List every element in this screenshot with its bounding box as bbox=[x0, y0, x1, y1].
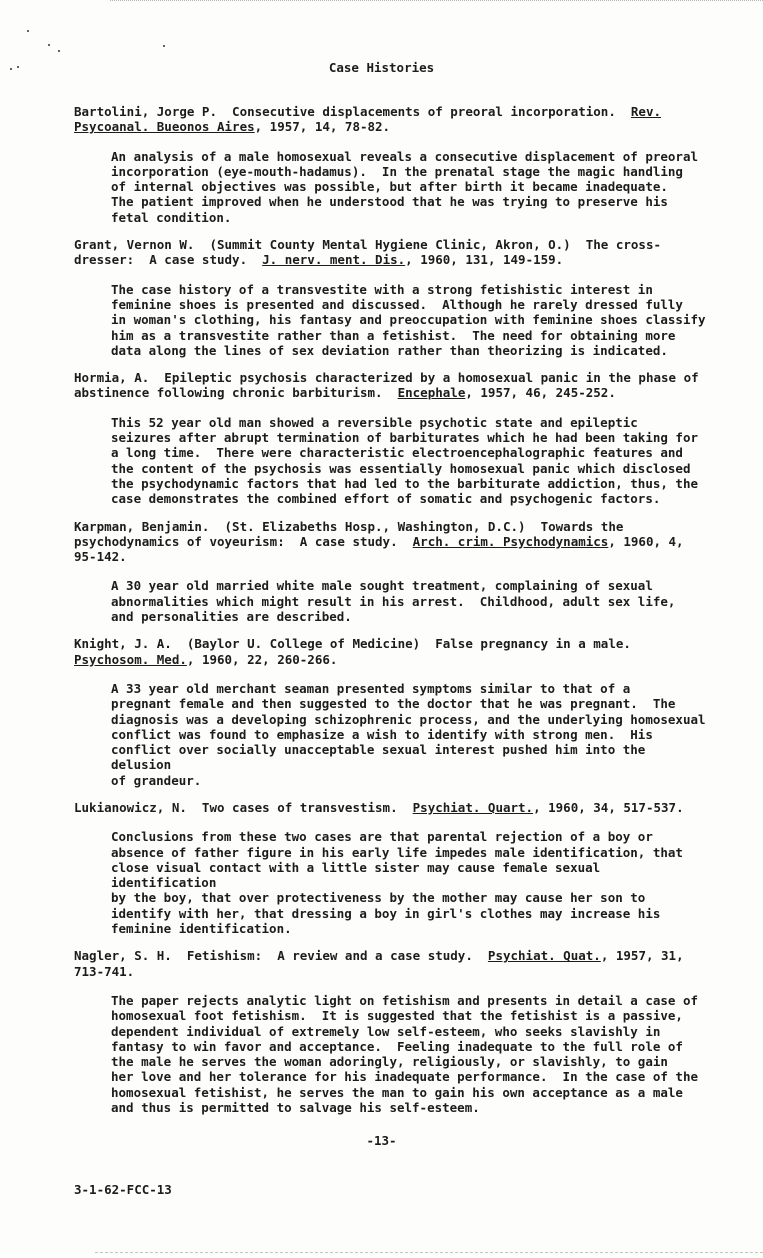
bibliography-entry bbox=[74, 948, 714, 1115]
citation bbox=[74, 948, 714, 979]
bibliography-entry bbox=[74, 104, 714, 225]
abstract: This 52 year old man showed a reversible psychotic state and epileptic seizures after abrupt termination of barbiturates which he had been taking for a long time. There were characteristic electroencephalographic features and the content of the psychosis was essentially homosexual panic which disclosed the psychodynamic factors that had led to the barbiturate addiction, thus, the case demonstrates the combined effort of somatic and psychogenic factors. bbox=[111, 414, 698, 507]
top-dotted-rule bbox=[110, 0, 763, 1]
abstract: A 30 year old married white male sought treatment, complaining of sexual abnormalities which might result in his arrest. Childhood, adult sex life, and personalities are described. bbox=[111, 578, 676, 625]
citation-text: Knight, J. A. (Baylor U. College of Medicine) False pregnancy in a male. bbox=[74, 636, 631, 652]
journal-title: J. nerv. ment. Dis. bbox=[262, 252, 406, 268]
citation bbox=[74, 800, 714, 815]
journal-title: Psychosom. Med. bbox=[74, 651, 187, 667]
citation-details: , 1957, 46, 245-252. bbox=[465, 385, 616, 401]
bibliography-entry bbox=[74, 519, 714, 625]
journal-title: Rev. Psycoanal. Bueonos Aires bbox=[74, 104, 662, 135]
abstract: The paper rejects analytic light on fetishism and presents in detail a case of homosexual foot fetishism. It is suggested that the fetishist is a passive, dependent individual of extremely low self-esteem, who seeks slavishly in fantasy to win favor and acceptance. Feeling inadequate to the full role of the male he serves the woman adoringly, religiously, or slavishly, to gain her love and her tolerance for his inadequate performance. In the case of the homosexual fetishist, he serves the man to gain his own acceptance as a male and thus is permitted to salvage his self-esteem. bbox=[111, 992, 698, 1116]
citation-text: Grant, Vernon W. (Summit County Mental Hygiene Clinic, Akron, O.) The cross- dresser: A case study. bbox=[74, 237, 661, 268]
entries-list bbox=[74, 104, 714, 1127]
bibliography-entry bbox=[74, 636, 714, 788]
journal-title: Encephale bbox=[397, 385, 466, 401]
citation-details: , 1960, 4, 95-142. bbox=[74, 533, 684, 565]
citation-text: Hormia, A. Epileptic psychosis characterized by a homosexual panic in the phase of abstinence following chronic barbiturism. bbox=[74, 370, 699, 401]
section-heading: Case Histories bbox=[328, 60, 435, 75]
citation bbox=[74, 237, 714, 268]
document-code: 3-1-62-FCC-13 bbox=[74, 1182, 172, 1197]
citation-text: Nagler, S. H. Fetishism: A review and a case study. bbox=[74, 948, 488, 964]
scan-speck bbox=[163, 45, 165, 47]
scan-speck bbox=[48, 44, 50, 46]
scan-speck bbox=[27, 30, 29, 32]
abstract: The case history of a transvestite with a strong fetishistic interest in feminine shoes is presented and discussed. Although he rarely dressed fully in woman's clothing, his fantasy and preoccupation with feminine shoes classify him as a transvestite rather than a fetishist. The need for obtaining more data along the lines of sex deviation rather than theorizing is indicated. bbox=[111, 281, 706, 358]
abstract: A 33 year old merchant seaman presented symptoms similar to that of a pregnant female and then suggested to the doctor that he was pregnant. The diagnosis was a developing schizophrenic process, and the underlying homosexual conflict was found to emphasize a wish to identify with strong men. His conflict over socially unacceptable sexual interest pushed him into the delusion of grandeur. bbox=[111, 680, 706, 788]
citation-details: , 1957, 31, 713-741. bbox=[74, 948, 684, 979]
citation-details: , 1957, 14, 78-82. bbox=[254, 119, 391, 135]
bottom-dashed-rule bbox=[95, 1252, 763, 1253]
citation bbox=[74, 370, 714, 401]
citation-details: , 1960, 34, 517-537. bbox=[533, 799, 684, 815]
citation-details: , 1960, 22, 260-266. bbox=[186, 651, 338, 667]
citation-details: , 1960, 131, 149-159. bbox=[405, 252, 564, 268]
bibliography-entry bbox=[74, 237, 714, 358]
citation-text: Karpman, Benjamin. (St. Elizabeths Hosp., Washington, D.C.) Towards the psychodynamics of voyeurism: A case study. bbox=[74, 518, 624, 549]
citation bbox=[74, 104, 714, 135]
citation-text: Bartolini, Jorge P. Consecutive displacements of preoral incorporation. bbox=[74, 104, 631, 119]
scan-speck bbox=[58, 50, 60, 52]
citation bbox=[74, 519, 714, 565]
citation-text: Lukianowicz, N. Two cases of transvestism. bbox=[74, 799, 413, 815]
page-number: -13- bbox=[366, 1133, 397, 1148]
journal-title: Arch. crim. Psychodynamics bbox=[412, 533, 609, 549]
journal-title: Psychiat. Quat. bbox=[487, 948, 601, 964]
abstract: Conclusions from these two cases are that parental rejection of a boy or absence of father figure in his early life impedes male identification, that close visual contact with a little sister may cause female sexual identification by the boy, that over protectiveness by the mother may cause her son to identify with her, that dressing a boy in girl's clothes may increase his feminine identification. bbox=[111, 829, 683, 937]
citation bbox=[74, 636, 714, 667]
abstract: An analysis of a male homosexual reveals a consecutive displacement of preoral incorporation (eye-mouth-hadamus). In the prenatal stage the magic handling of internal objectives was possible, but after birth it became inadequate. The patient improved when he understood that he was trying to preserve his fetal condition. bbox=[111, 148, 698, 225]
bibliography-entry bbox=[74, 370, 714, 506]
journal-title: Psychiat. Quart. bbox=[412, 799, 534, 815]
bibliography-entry bbox=[74, 800, 714, 936]
